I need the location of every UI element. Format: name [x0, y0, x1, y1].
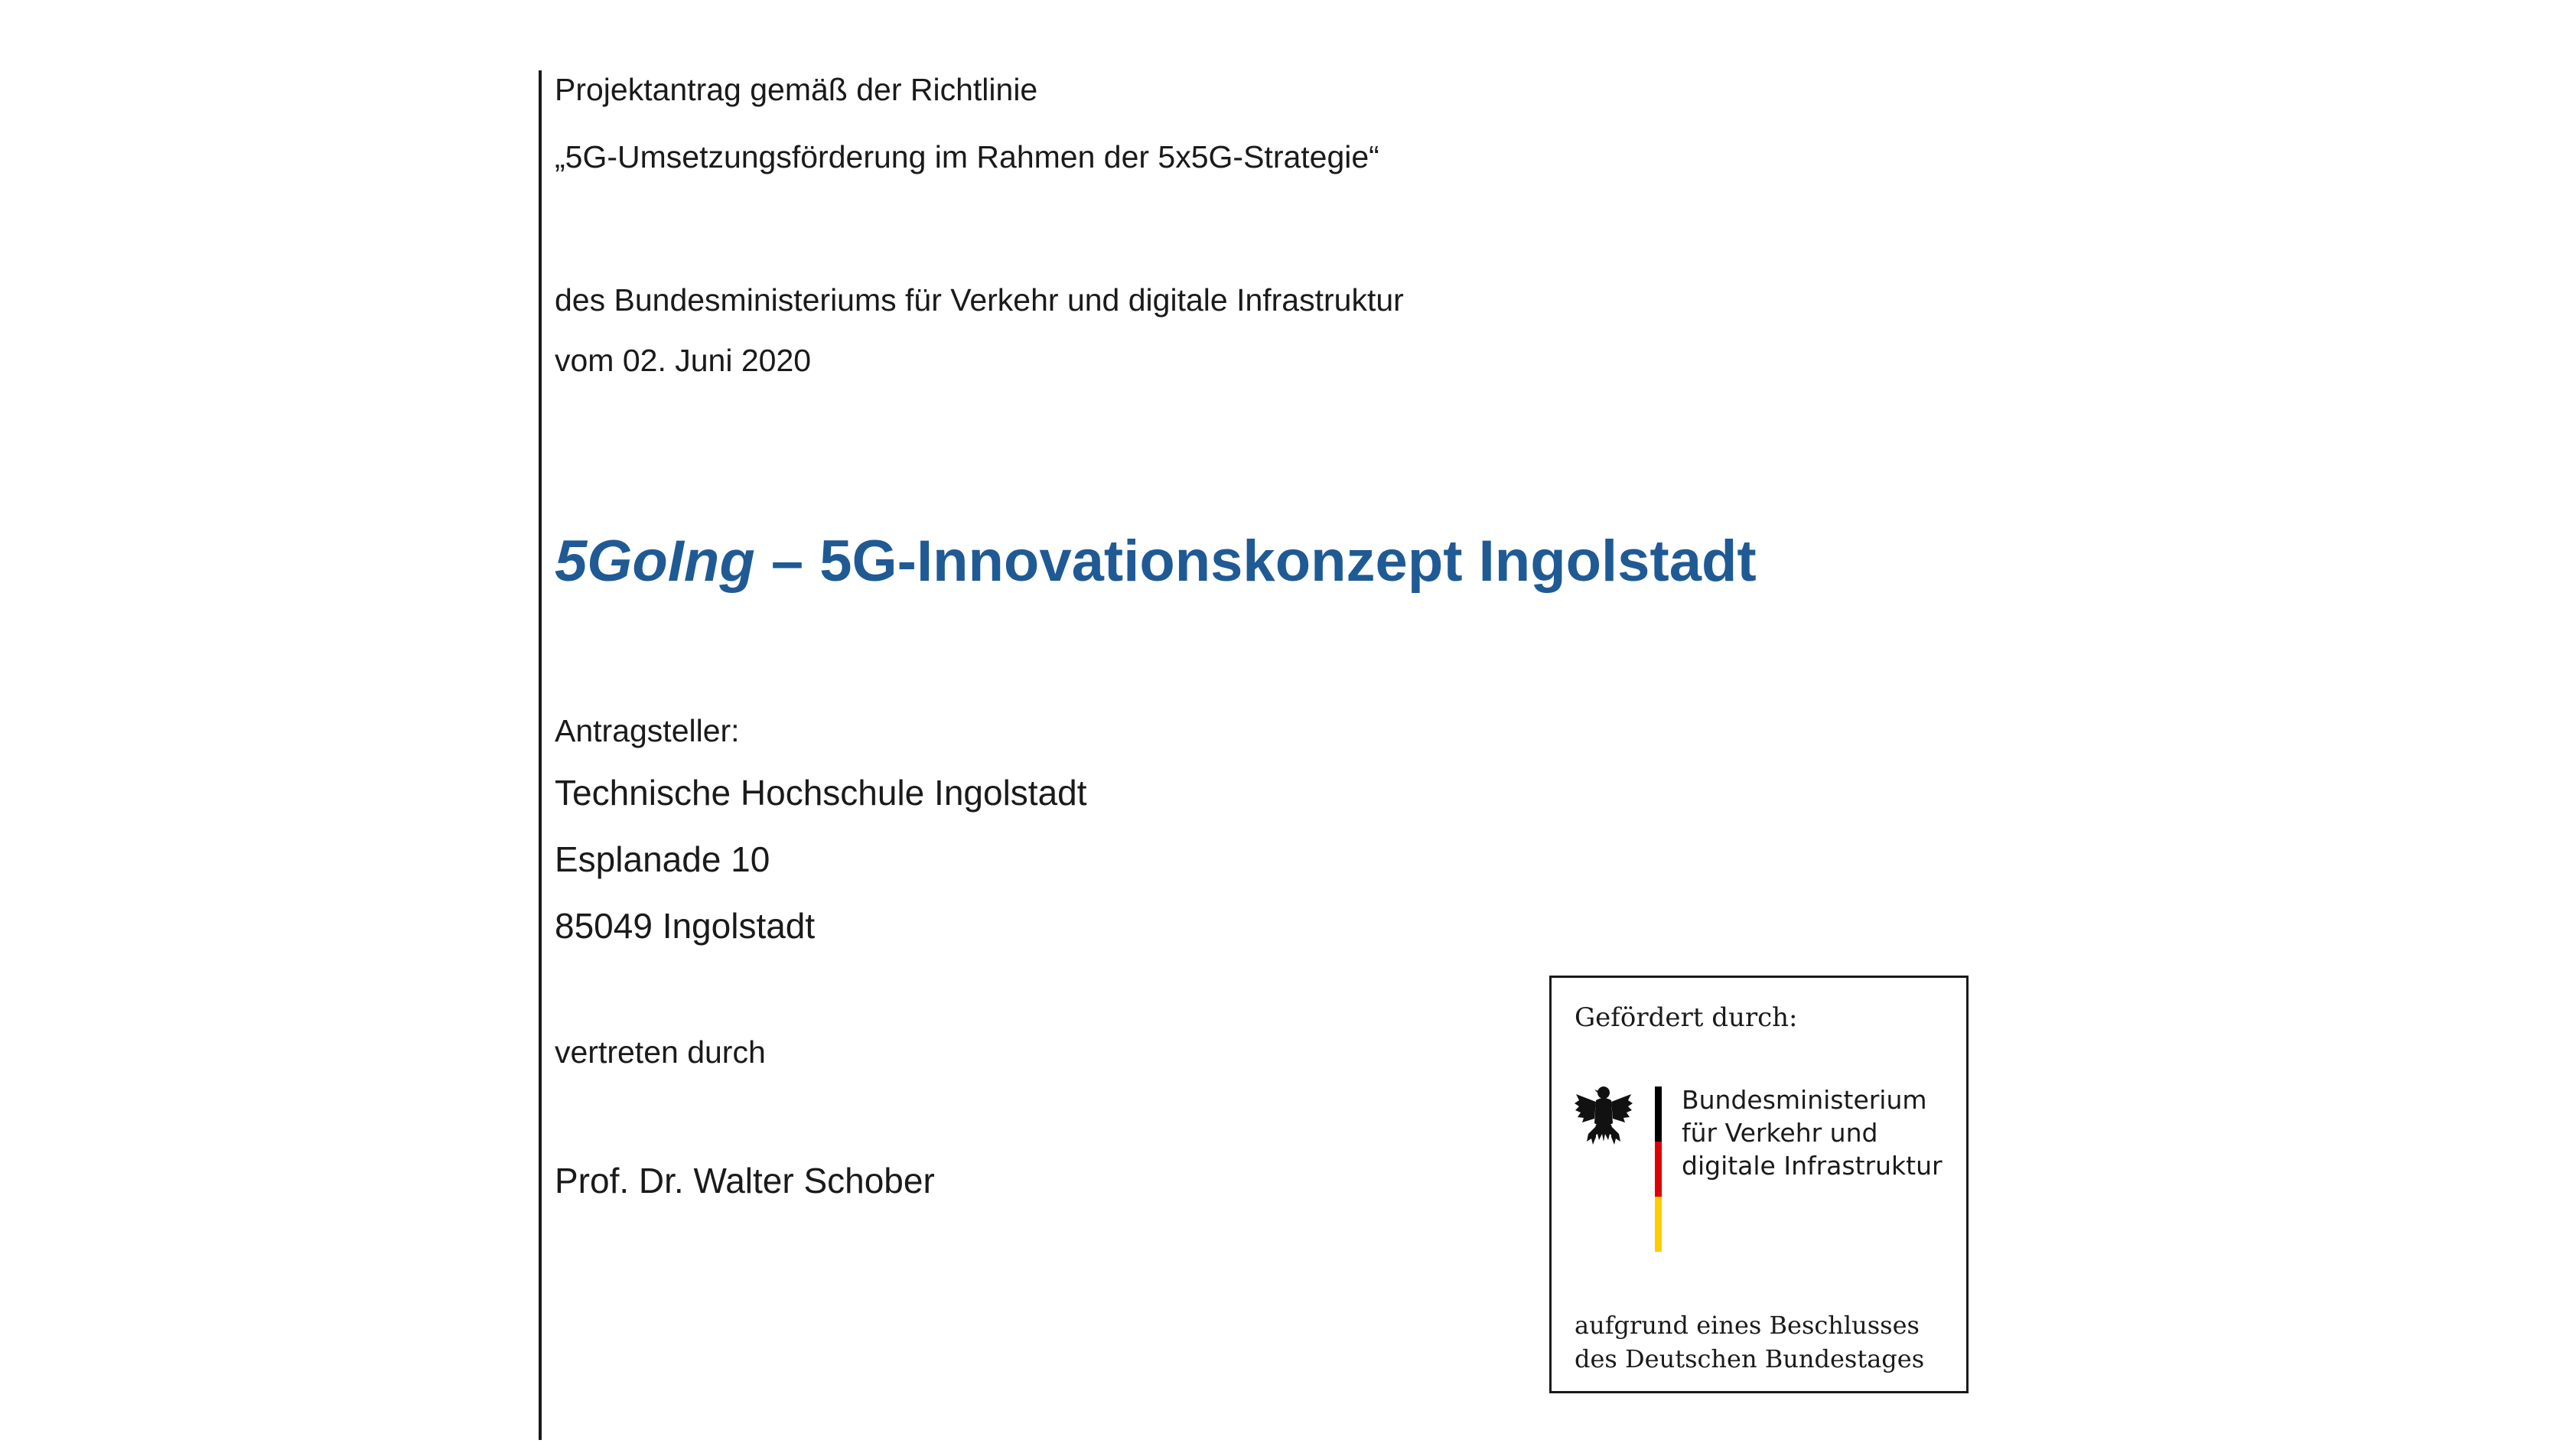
applicant-street: Esplanade 10: [555, 839, 770, 879]
ministry-wordmark: [1682, 1083, 1943, 1182]
funding-logo-box: [1549, 976, 1969, 1393]
bundestag-resolution-text: [1575, 1308, 1924, 1376]
margin-rule: [539, 70, 542, 1440]
flag-black: [1655, 1086, 1662, 1142]
applicant-label: Antragsteller:: [555, 713, 740, 748]
resolution-line-2: des Deutschen Bundestages: [1575, 1344, 1925, 1373]
representative-name: Prof. Dr. Walter Schober: [555, 1161, 935, 1201]
date-line: vom 02. Juni 2020: [555, 343, 812, 378]
ministry-line: des Bundesministeriums für Verkehr und digitale Infrastruktur: [555, 282, 1404, 318]
resolution-line-1: aufgrund eines Beschlusses: [1575, 1311, 1920, 1340]
title-subtitle: – 5G-Innovationskonzept Ingolstadt: [754, 529, 1757, 594]
intro-line-1: Projektantrag gemäß der Richtlinie: [555, 72, 1038, 107]
document-title: [555, 528, 1757, 595]
represented-label: vertreten durch: [555, 1034, 766, 1070]
applicant-name: Technische Hochschule Ingolstadt: [555, 773, 1087, 813]
federal-eagle-icon: [1573, 1083, 1634, 1149]
funded-by-label: Gefördert durch:: [1575, 1002, 1798, 1033]
ministry-line-1: Bundesministerium: [1682, 1085, 1927, 1115]
title-project-name: 5GoIng: [555, 529, 755, 594]
ministry-line-3: digitale Infrastruktur: [1682, 1151, 1943, 1181]
ministry-line-2: für Verkehr und: [1682, 1118, 1878, 1148]
applicant-city: 85049 Ingolstadt: [555, 906, 816, 946]
federal-flag-stripe: [1655, 1086, 1662, 1252]
flag-gold: [1655, 1197, 1662, 1252]
intro-line-2: „5G-Umsetzungsförderung im Rahmen der 5x5G-Strategie“: [555, 139, 1379, 174]
flag-red: [1655, 1142, 1662, 1197]
